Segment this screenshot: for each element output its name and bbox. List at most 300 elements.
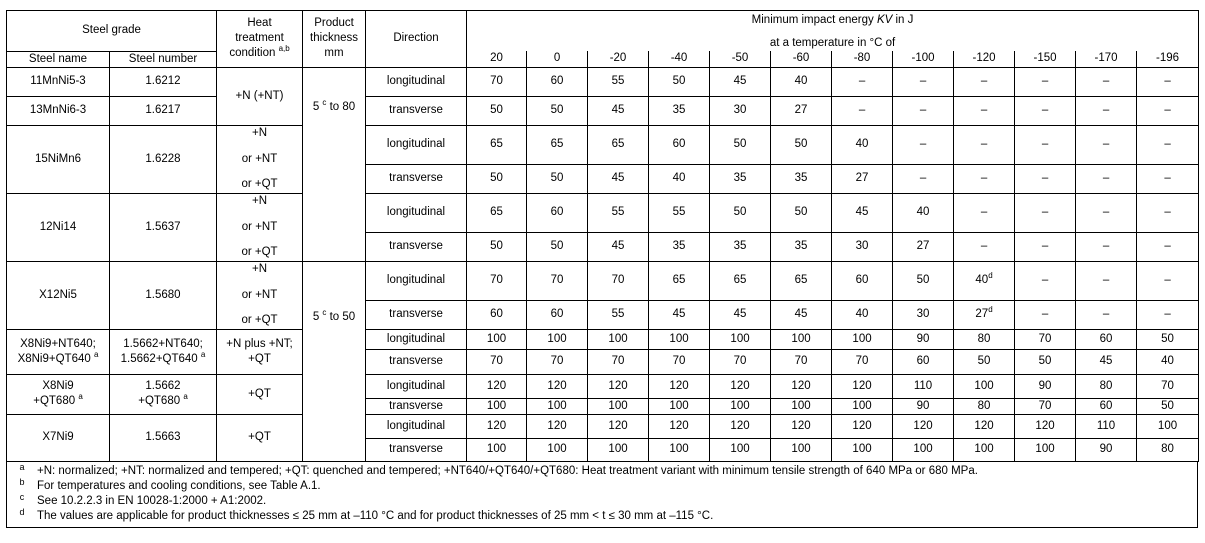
impact-value: 60 <box>1099 332 1113 345</box>
table-row <box>7 414 1199 438</box>
impact-value: 120 <box>547 419 567 432</box>
impact-value: – <box>980 206 988 218</box>
impact-value: 45 <box>733 75 747 87</box>
impact-value-cell <box>1137 232 1199 261</box>
footnote-row <box>7 461 1197 479</box>
impact-value-cell <box>710 193 771 232</box>
impact-value: – <box>1041 206 1049 218</box>
treatment-line: or +QT <box>241 178 278 190</box>
impact-value-cell <box>1076 232 1137 261</box>
impact-value: 100 <box>608 332 628 345</box>
heat-treatment-header-line: Heat <box>247 17 272 30</box>
thickness-cell <box>303 261 366 374</box>
impact-value-cell <box>893 300 954 329</box>
impact-value-cell <box>467 193 527 232</box>
impact-value: – <box>1102 308 1110 320</box>
impact-value-cell <box>954 300 1015 329</box>
impact-value-cell <box>710 164 771 193</box>
impact-value-cell <box>893 349 954 374</box>
footnote-ref: d <box>988 305 993 315</box>
impact-value-cell <box>710 261 771 300</box>
impact-value-cell <box>954 67 1015 96</box>
impact-value: – <box>1164 206 1171 218</box>
impact-value-cell <box>1137 96 1199 125</box>
impact-value: 60 <box>1099 399 1113 412</box>
impact-value: 40 <box>794 75 808 87</box>
footnote-key-text: b <box>19 476 25 487</box>
impact-value-cell <box>710 125 771 164</box>
temperature-header-cell: -100 <box>893 51 954 67</box>
impact-value-cell <box>1137 67 1199 96</box>
direction-cell: longitudinal <box>366 193 467 232</box>
direction-cell: transverse <box>366 438 467 461</box>
footnotes <box>6 462 1198 528</box>
impact-value-cell <box>1015 67 1076 96</box>
impact-value: – <box>919 75 927 87</box>
thickness-header-line: mm <box>324 47 344 60</box>
impact-value: 120 <box>974 419 994 432</box>
impact-value: 70 <box>855 355 869 367</box>
impact-value: 55 <box>611 75 625 87</box>
impact-value: 50 <box>490 240 503 252</box>
direction-cell: transverse <box>366 300 467 329</box>
treatment-line: +QT <box>248 387 271 400</box>
impact-value: 100 <box>669 443 689 455</box>
impact-value: 45 <box>733 308 747 320</box>
impact-value-cell <box>467 261 527 300</box>
impact-value: – <box>1041 274 1049 286</box>
impact-value: 100 <box>608 443 628 455</box>
impact-energy-header <box>467 11 1199 52</box>
treatment-line: or +NT <box>241 220 278 233</box>
impact-value: – <box>980 240 988 252</box>
impact-value: 40 <box>855 138 869 150</box>
impact-value-cell <box>1076 414 1137 438</box>
footnote-ref: c <box>322 308 327 318</box>
impact-value: 70 <box>1038 332 1052 345</box>
footnote-text: +N: normalized; +NT: normalized and tempered; +QT: quenched and tempered; +NT640/+QT640/+QT680: Heat treatment variant with minimum tensile strength of 640 MPa or 680 MPa. <box>37 464 978 477</box>
steel-name-cell: 15NiMn6 <box>7 125 110 193</box>
impact-value-cell <box>771 193 832 232</box>
impact-value-cell <box>954 125 1015 164</box>
impact-value-cell <box>771 438 832 461</box>
table-row <box>7 329 1199 349</box>
impact-value: – <box>919 104 927 116</box>
impact-value-cell <box>527 329 588 349</box>
impact-value-cell <box>832 374 893 398</box>
temperature-header-cell: -20 <box>588 51 649 67</box>
impact-value: 100 <box>730 443 750 455</box>
steel-number-header: Steel number <box>110 51 217 67</box>
impact-value-cell <box>467 329 527 349</box>
heat-treatment-cell <box>217 329 303 374</box>
impact-value-cell <box>649 193 710 232</box>
impact-value-cell <box>1015 125 1076 164</box>
temperature-header-cell: -50 <box>710 51 771 67</box>
impact-value-cell <box>649 438 710 461</box>
impact-value: 70 <box>490 274 503 286</box>
impact-value: – <box>858 75 866 87</box>
impact-value: – <box>1041 104 1049 116</box>
impact-value: 90 <box>916 399 930 412</box>
impact-value: – <box>1164 172 1171 184</box>
impact-value-cell <box>893 329 954 349</box>
impact-value: 65 <box>794 274 808 286</box>
impact-value-cell <box>1137 164 1199 193</box>
impact-value-cell <box>954 398 1015 414</box>
impact-value-cell <box>710 374 771 398</box>
direction-header: Direction <box>366 11 467 68</box>
impact-value: – <box>1041 138 1049 150</box>
impact-value: 30 <box>855 240 869 252</box>
heat-treatment-cell <box>217 67 303 125</box>
impact-value: 65 <box>733 274 747 286</box>
treatment-line: +QT <box>248 352 271 365</box>
heat-treatment-cell <box>217 125 303 193</box>
impact-value-cell <box>1076 67 1137 96</box>
impact-value-cell <box>771 96 832 125</box>
steel-number-cell: 1.5637 <box>110 193 217 261</box>
impact-value-cell <box>467 374 527 398</box>
impact-value: 45 <box>611 172 625 184</box>
impact-value: 35 <box>672 240 686 252</box>
impact-value: 100 <box>791 399 811 412</box>
impact-value: 40 <box>855 308 869 320</box>
impact-value: 50 <box>916 274 930 286</box>
steel-name-cell: X7Ni9 <box>7 414 110 461</box>
heat-treatment-cell <box>217 193 303 261</box>
temperature-header-cell: -196 <box>1137 51 1199 67</box>
impact-value: – <box>1102 75 1110 87</box>
impact-value-cell <box>893 125 954 164</box>
treatment-stack <box>219 126 300 192</box>
impact-value-cell <box>527 374 588 398</box>
impact-value-cell <box>771 164 832 193</box>
footnote-text: The values are applicable for product thicknesses ≤ 25 mm at –110 °C and for product thicknesses of 25 mm < t ≤ 30 mm at –115 °C. <box>37 509 714 522</box>
impact-value: – <box>1041 172 1049 184</box>
impact-value-cell <box>467 414 527 438</box>
table-row <box>7 67 1199 96</box>
impact-value-cell <box>710 232 771 261</box>
impact-value: 50 <box>1038 355 1052 367</box>
impact-value-cell <box>954 261 1015 300</box>
impact-value-cell <box>771 300 832 329</box>
impact-value: 100 <box>791 443 811 455</box>
impact-value: 35 <box>794 240 808 252</box>
steel-name-cell: 11MnNi5-3 <box>7 67 110 96</box>
impact-value-cell <box>1015 164 1076 193</box>
impact-value: 60 <box>550 75 564 87</box>
impact-value-cell <box>1137 300 1199 329</box>
impact-value-cell <box>649 164 710 193</box>
impact-value-cell <box>588 329 649 349</box>
cell-line-text: X8Ni9 <box>42 380 74 392</box>
impact-value-cell <box>467 349 527 374</box>
footnote-text: For temperatures and cooling conditions, see Table A.1. <box>37 479 321 492</box>
heat-treatment-header-line: condition <box>229 47 276 60</box>
direction-cell: longitudinal <box>366 261 467 300</box>
heat-treatment-header-line: treatment <box>235 32 284 45</box>
impact-value: 35 <box>733 240 747 252</box>
footnote-key-text: c <box>19 491 25 502</box>
impact-value: 100 <box>913 443 933 455</box>
thickness-suffix: to 80 <box>326 100 356 113</box>
impact-value: 50 <box>550 104 564 116</box>
impact-value-cell <box>832 232 893 261</box>
steel-number-cell <box>110 374 217 414</box>
impact-value: – <box>1164 308 1171 320</box>
direction-cell: longitudinal <box>366 125 467 164</box>
impact-value: 120 <box>608 419 628 432</box>
impact-value-cell <box>527 349 588 374</box>
impact-value-cell <box>1015 261 1076 300</box>
impact-value-cell <box>1137 349 1199 374</box>
impact-value: 40 <box>975 274 989 286</box>
direction-cell: transverse <box>366 96 467 125</box>
impact-value: 50 <box>550 172 564 184</box>
impact-value-cell <box>1015 414 1076 438</box>
impact-value-cell <box>1015 96 1076 125</box>
cell-line-text: X8Ni9+QT640 <box>17 352 91 365</box>
impact-value: 27 <box>855 172 869 184</box>
impact-value: 50 <box>794 206 808 218</box>
temperature-label: at a temperature in °C of <box>769 37 896 49</box>
impact-value-cell <box>954 374 1015 398</box>
impact-value-cell <box>1076 374 1137 398</box>
impact-value-cell <box>893 438 954 461</box>
thickness-header-line: Product <box>314 17 354 30</box>
impact-energy-table <box>6 10 1199 462</box>
impact-value-cell <box>588 374 649 398</box>
impact-value-cell <box>832 438 893 461</box>
impact-value: – <box>1041 75 1049 87</box>
impact-value: 60 <box>490 308 503 320</box>
impact-value-cell <box>1015 374 1076 398</box>
impact-title-text: Minimum impact energy <box>751 14 877 26</box>
impact-value-cell <box>893 232 954 261</box>
impact-value-cell <box>467 96 527 125</box>
impact-value-cell <box>1076 329 1137 349</box>
cell-line-text: +QT680 <box>33 395 76 407</box>
impact-value-cell <box>527 232 588 261</box>
impact-value: 100 <box>852 399 872 412</box>
impact-value: 100 <box>852 332 872 345</box>
impact-value: 120 <box>791 379 811 392</box>
impact-value-cell <box>527 96 588 125</box>
cell-line <box>112 337 214 352</box>
impact-value: 60 <box>855 274 869 286</box>
impact-value: 35 <box>733 172 747 184</box>
impact-value-cell <box>1015 349 1076 374</box>
cell-line-text: 1.5662 <box>145 380 181 392</box>
impact-value: 110 <box>913 379 933 392</box>
impact-value: 50 <box>490 172 503 184</box>
impact-value: – <box>919 138 927 150</box>
direction-cell: longitudinal <box>366 329 467 349</box>
impact-value: 65 <box>611 138 625 150</box>
impact-value: 80 <box>977 332 991 345</box>
impact-value-cell <box>1137 329 1199 349</box>
impact-value-cell <box>527 438 588 461</box>
impact-value-cell <box>1076 193 1137 232</box>
footnote-key-text: a <box>19 461 25 472</box>
impact-value-cell <box>771 398 832 414</box>
treatment-stack <box>219 194 300 260</box>
impact-value-cell <box>588 414 649 438</box>
temperature-header-cell: -170 <box>1076 51 1137 67</box>
impact-value-cell <box>954 349 1015 374</box>
impact-value-cell <box>1076 261 1137 300</box>
impact-value-cell <box>954 193 1015 232</box>
impact-value: 27 <box>794 104 808 116</box>
impact-value-cell <box>1137 261 1199 300</box>
temperature-header-cell: -60 <box>771 51 832 67</box>
heat-treatment-cell <box>217 414 303 461</box>
impact-value-cell <box>467 398 527 414</box>
treatment-line: or +NT <box>241 288 278 301</box>
impact-value: 90 <box>1038 379 1052 392</box>
impact-value: 50 <box>1161 399 1174 412</box>
treatment-line: or +QT <box>241 314 278 326</box>
cell-line <box>9 379 107 394</box>
impact-value-cell <box>467 438 527 461</box>
impact-value: 100 <box>974 379 994 392</box>
impact-value: 50 <box>733 138 747 150</box>
impact-value-cell <box>1076 164 1137 193</box>
impact-value-cell <box>588 232 649 261</box>
treatment-line: +QT <box>248 431 271 443</box>
impact-title-unit: in J <box>892 14 914 26</box>
impact-value: 35 <box>794 172 808 184</box>
impact-value: 65 <box>672 274 686 286</box>
impact-value: 100 <box>608 399 628 412</box>
footnote-ref: a <box>93 349 99 359</box>
impact-value: 70 <box>490 75 503 87</box>
table-row <box>7 96 1199 125</box>
impact-value: – <box>1102 274 1110 286</box>
temperature-header-cell: -150 <box>1015 51 1076 67</box>
impact-value-cell <box>649 329 710 349</box>
impact-value: 100 <box>547 399 567 412</box>
impact-value-cell <box>832 67 893 96</box>
impact-value-cell <box>954 329 1015 349</box>
impact-value-cell <box>1137 438 1199 461</box>
impact-value-cell <box>832 96 893 125</box>
impact-value-cell <box>771 329 832 349</box>
impact-value: 120 <box>608 379 628 392</box>
footnote-ref: c <box>322 97 327 107</box>
impact-value: 50 <box>550 240 564 252</box>
table-row <box>7 125 1199 164</box>
impact-value: 50 <box>672 75 686 87</box>
impact-value-cell <box>710 67 771 96</box>
footnote-ref: a <box>78 392 83 402</box>
impact-value-cell <box>588 438 649 461</box>
impact-value: 110 <box>1096 419 1116 432</box>
impact-value: 70 <box>611 355 625 367</box>
footnote-row <box>7 476 1197 494</box>
impact-value: – <box>1102 240 1110 252</box>
impact-value: 40 <box>672 172 686 184</box>
impact-value: – <box>1102 172 1110 184</box>
treatment-line: or +QT <box>241 246 278 258</box>
impact-value: 55 <box>611 308 625 320</box>
impact-value-cell <box>467 300 527 329</box>
steel-name-cell <box>7 329 110 374</box>
footnote-ref: a <box>183 392 188 402</box>
impact-value-cell <box>1015 193 1076 232</box>
steel-number-cell: 1.6212 <box>110 67 217 96</box>
impact-value: 70 <box>672 355 686 367</box>
impact-value-cell <box>649 414 710 438</box>
impact-value: – <box>1164 138 1171 150</box>
impact-value-cell <box>893 67 954 96</box>
impact-value-cell <box>527 164 588 193</box>
steel-number-cell <box>110 329 217 374</box>
impact-value: 100 <box>791 332 811 345</box>
impact-value: 100 <box>486 332 507 345</box>
table-row <box>7 193 1199 232</box>
impact-value-cell <box>832 300 893 329</box>
steel-name-cell <box>7 374 110 414</box>
impact-value-cell <box>1076 300 1137 329</box>
impact-value-cell <box>1076 96 1137 125</box>
impact-value-cell <box>771 261 832 300</box>
impact-value-cell <box>954 232 1015 261</box>
impact-value-cell <box>893 261 954 300</box>
impact-value: 100 <box>669 332 689 345</box>
impact-value-cell <box>1015 232 1076 261</box>
impact-value: 120 <box>669 379 689 392</box>
impact-value: – <box>1102 138 1110 150</box>
heat-treatment-cell <box>217 261 303 329</box>
impact-value-cell <box>467 67 527 96</box>
impact-value: 45 <box>794 308 808 320</box>
cell-line <box>9 349 107 367</box>
impact-value-cell <box>954 96 1015 125</box>
impact-value-cell <box>832 261 893 300</box>
direction-cell: transverse <box>366 232 467 261</box>
impact-value: 120 <box>913 419 933 432</box>
impact-value: 80 <box>1099 379 1113 392</box>
heat-treatment-cell <box>217 374 303 414</box>
impact-value-cell <box>1015 438 1076 461</box>
impact-value: 90 <box>1099 443 1113 455</box>
impact-value: 120 <box>791 419 811 432</box>
impact-value-cell <box>771 125 832 164</box>
impact-value: 100 <box>730 332 750 345</box>
impact-value-cell <box>649 300 710 329</box>
temperature-header-cell: 0 <box>527 51 588 67</box>
impact-value-cell <box>832 329 893 349</box>
steel-name-cell: 12Ni14 <box>7 193 110 261</box>
impact-value: – <box>980 172 988 184</box>
impact-value: 100 <box>974 443 994 455</box>
impact-value: 27 <box>975 308 989 320</box>
impact-value: 60 <box>550 308 564 320</box>
table-body <box>7 11 1199 462</box>
impact-value-cell <box>467 232 527 261</box>
impact-value: 100 <box>547 332 567 345</box>
impact-value-cell <box>527 125 588 164</box>
impact-value-cell <box>1137 125 1199 164</box>
impact-value: 120 <box>730 419 750 432</box>
impact-value-cell <box>1076 398 1137 414</box>
impact-value: 50 <box>977 355 991 367</box>
impact-value-cell <box>588 300 649 329</box>
thickness-value: 5 <box>312 311 323 324</box>
impact-value-cell <box>710 349 771 374</box>
